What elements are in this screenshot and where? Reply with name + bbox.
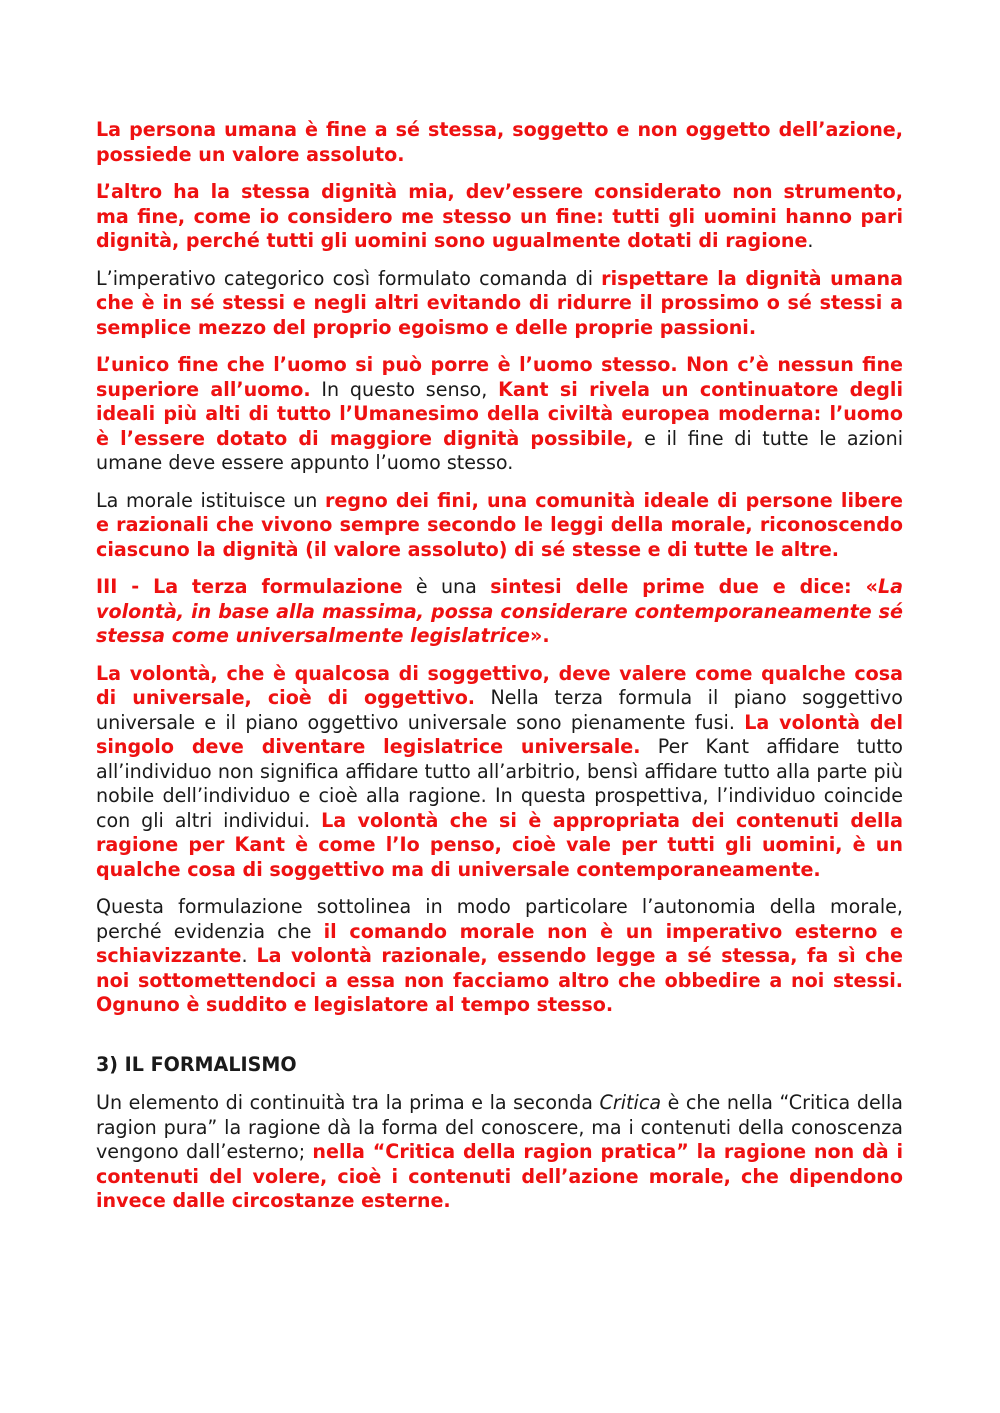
text-run: il comando morale non è un imperativo esterno e schiavizzante [96, 919, 903, 967]
text-run: La volontà, in base alla massima, possa considerare contemporaneamente sé stessa come universalmente legislatrice [96, 575, 903, 647]
paragraph [96, 575, 903, 649]
text-run: La volontà del singolo deve diventare legislatrice universale. [96, 710, 903, 758]
text-run: nella “Critica della ragion pratica” la ragione non dà i contenuti del volere, cioè i contenuti dell’azione morale, che dipendono invece dalle circostanze esterne. [96, 1140, 903, 1212]
text-run: . [241, 944, 257, 967]
text-run: e il fine di tutte le azioni umane deve essere appunto l’uomo stesso. [96, 426, 904, 474]
text-run: Nella terza formula il piano soggettivo universale e il piano oggettivo universale sono pienamente fusi. [96, 686, 903, 734]
text-run: è una [402, 575, 491, 598]
section-paragraph [96, 1091, 903, 1214]
text-run: regno dei fini, una comunità ideale di persone libere e razionali che vivono sempre secondo le leggi della morale, riconoscendo ciascuno la dignità (il valore assoluto) di sé stesse e di tutte le altre. [96, 488, 903, 561]
document-page [96, 118, 903, 1227]
text-run: In questo senso, [310, 377, 499, 401]
text-run: Per Kant affidare tutto all’individuo non significa affidare tutto all’arbitrio, bensì affidare tutto alla parte più nobile dell’individuo e cioè alla ragione. In questa prospettiva, l’individuo coincide con gli altri individui. [96, 735, 903, 832]
paragraph [96, 267, 903, 341]
text-run: L’unico fine che l’uomo si può porre è l’uomo stesso. Non c’è nessun fine superiore all’uomo. [96, 353, 903, 401]
text-run: La persona umana è fine a sé stessa, soggetto e non oggetto dell’azione, possiede un valore assoluto. [96, 118, 903, 166]
text-run: L’altro ha la stessa dignità mia, dev’essere considerato non strumento, ma fine, come io considero me stesso un fine: tutti gli uomini hanno pari dignità, perché tutti gli uomini sono ugualmente dotati di ragione [96, 180, 903, 252]
paragraph [96, 489, 903, 563]
text-run: La volontà razionale, essendo legge a sé stessa, fa sì che noi sottomettendoci a essa non facciamo altro che obbedire a noi stessi. Ognuno è suddito e legislatore al tempo stesso. [96, 944, 903, 1016]
paragraph [96, 353, 903, 476]
text-run: Un elemento di continuità tra la prima e la seconda [96, 1091, 600, 1114]
text-run: Questa formulazione sottolinea in modo particolare l’autonomia della morale, perché evidenzia che [96, 895, 903, 943]
text-run: L’imperativo categorico così formulato comanda di [96, 266, 602, 290]
text-run: La morale istituisce un [96, 488, 325, 512]
text-run: . [807, 229, 814, 252]
text-run: La volontà che si è appropriata dei contenuti della ragione per Kant è come l’Io penso, cioè vale per tutti gli uomini, è un qualche cosa di soggettivo ma di universale contemporaneamente. [96, 808, 904, 881]
paragraph [96, 662, 903, 883]
text-run: La volontà, che è qualcosa di soggettivo, deve valere come qualche cosa di universale, cioè di oggettivo. [96, 661, 903, 709]
text-run: rispettare la dignità umana che è in sé stessi e negli altri evitando di ridurre il prossimo o sé stessi a semplice mezzo del proprio egoismo e delle proprie passioni. [96, 266, 904, 339]
paragraph [96, 895, 903, 1018]
text-run: è che nella “Critica della ragion pura” la ragione dà la forma del conoscere, ma i contenuti della conoscenza vengono dall’esterno; [96, 1091, 903, 1163]
text-run: Kant si rivela un continuatore degli ideali più alti di tutto l’Umanesimo della civiltà europea moderna: l’uomo è l’essere dotato di maggiore dignità possibile, [96, 377, 904, 450]
body-text [96, 118, 903, 1018]
text-run: ». [530, 624, 550, 647]
paragraph [96, 180, 903, 254]
text-run: sintesi delle prime due e dice: « [490, 575, 878, 598]
section-heading: 3) IL FORMALISMO [96, 1052, 297, 1076]
paragraph [96, 118, 903, 167]
text-run: III - La terza formulazione [96, 575, 403, 598]
text-run: Critica [599, 1091, 662, 1114]
